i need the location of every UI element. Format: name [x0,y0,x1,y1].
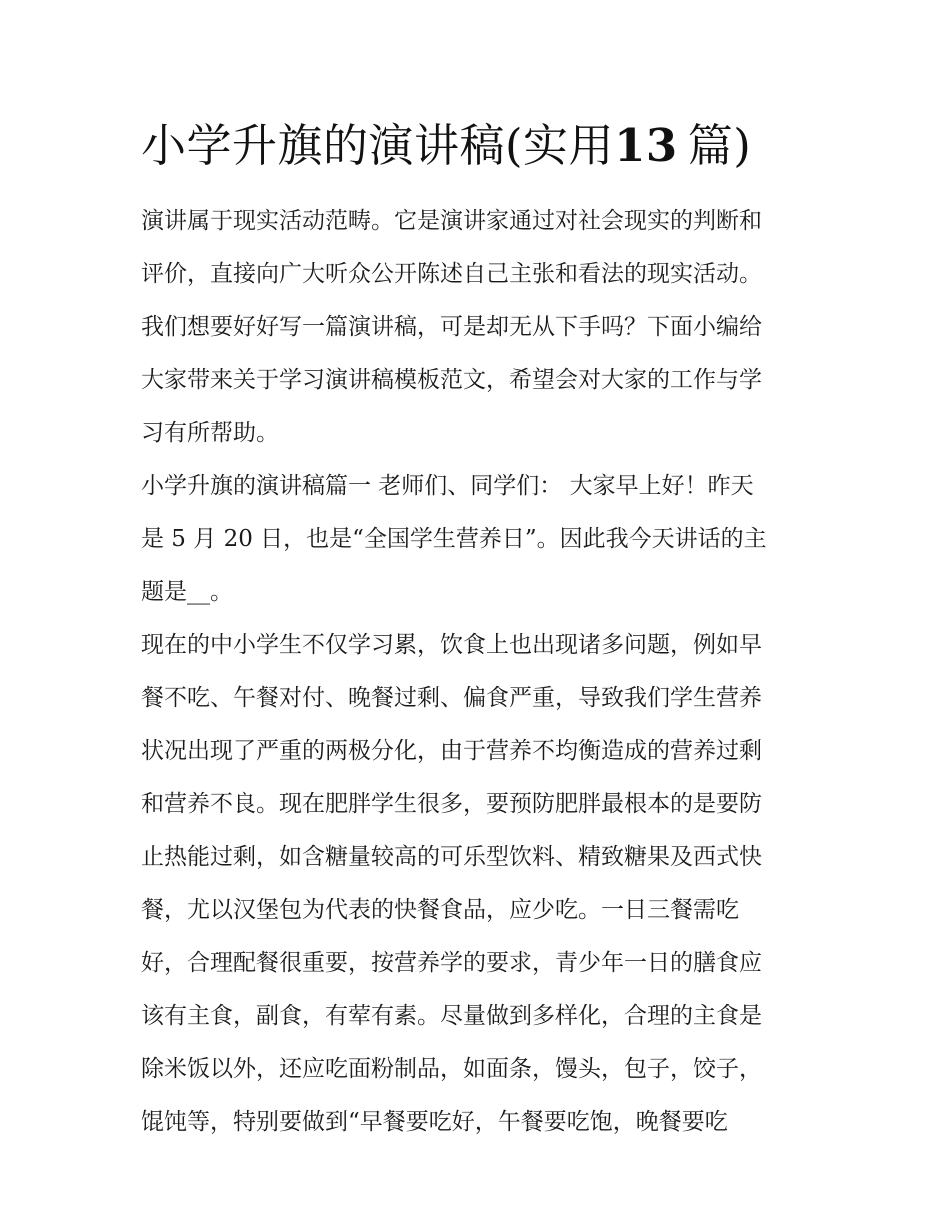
text-line: 大家带来关于学习演讲稿模板范文，希望会对大家的工作与学 [141,367,762,393]
text-line: 状况出现了严重的两极分化，由于营养不均衡造成的营养过剩 [141,738,762,764]
page-title [141,114,831,178]
text-line: 餐不吃、午餐对付、晚餐过剩、偏食严重，导致我们学生营养 [141,685,762,711]
title-number: 13 [614,119,678,172]
text-line: 止热能过剩，如含糖量较高的可乐型饮料、精致糖果及西式快 [141,844,762,870]
text-line: 好，合理配餐很重要，按营养学的要求，青少年一日的膳食应 [141,950,762,976]
text-line: 我们想要好好写一篇演讲稿，可是却无从下手吗？下面小编给 [141,314,762,340]
text-line: 和营养不良。现在肥胖学生很多，要预防肥胖最根本的是要防 [141,791,762,817]
text-line: 该有主食，副食，有荤有素。尽量做到多样化，合理的主食是 [141,1003,762,1029]
text-line: 小学升旗的演讲稿篇一 老师们、同学们： 大家早上好！昨天 [141,473,754,499]
title-suffix: 篇) [687,119,752,172]
paragraph-nutrition [141,619,811,1149]
text-line: 评价，直接向广大听众公开陈述自己主张和看法的现实活动。 [141,261,762,287]
text-line: 除米饭以外，还应吃面粉制品，如面条，馒头，包子，饺子， [141,1056,762,1082]
paragraph-intro [141,195,811,460]
title-prefix: 小学升旗的演讲稿(实用 [141,119,615,172]
text-line: 是 5 月 20 日，也是“全国学生营养日”。因此我今天讲话的主 [141,526,767,552]
text-line: 题是__。 [141,579,233,605]
document-body [141,195,811,1149]
paragraph-speech-opening [141,460,811,619]
text-line: 馄饨等，特别要做到“早餐要吃好，午餐要吃饱，晚餐要吃 [141,1109,728,1135]
text-line: 现在的中小学生不仅学习累，饮食上也出现诸多问题，例如早 [141,632,762,658]
text-line: 餐，尤以汉堡包为代表的快餐食品，应少吃。一日三餐需吃 [141,897,739,923]
text-line: 演讲属于现实活动范畴。它是演讲家通过对社会现实的判断和 [141,208,762,234]
text-line: 习有所帮助。 [141,420,279,446]
